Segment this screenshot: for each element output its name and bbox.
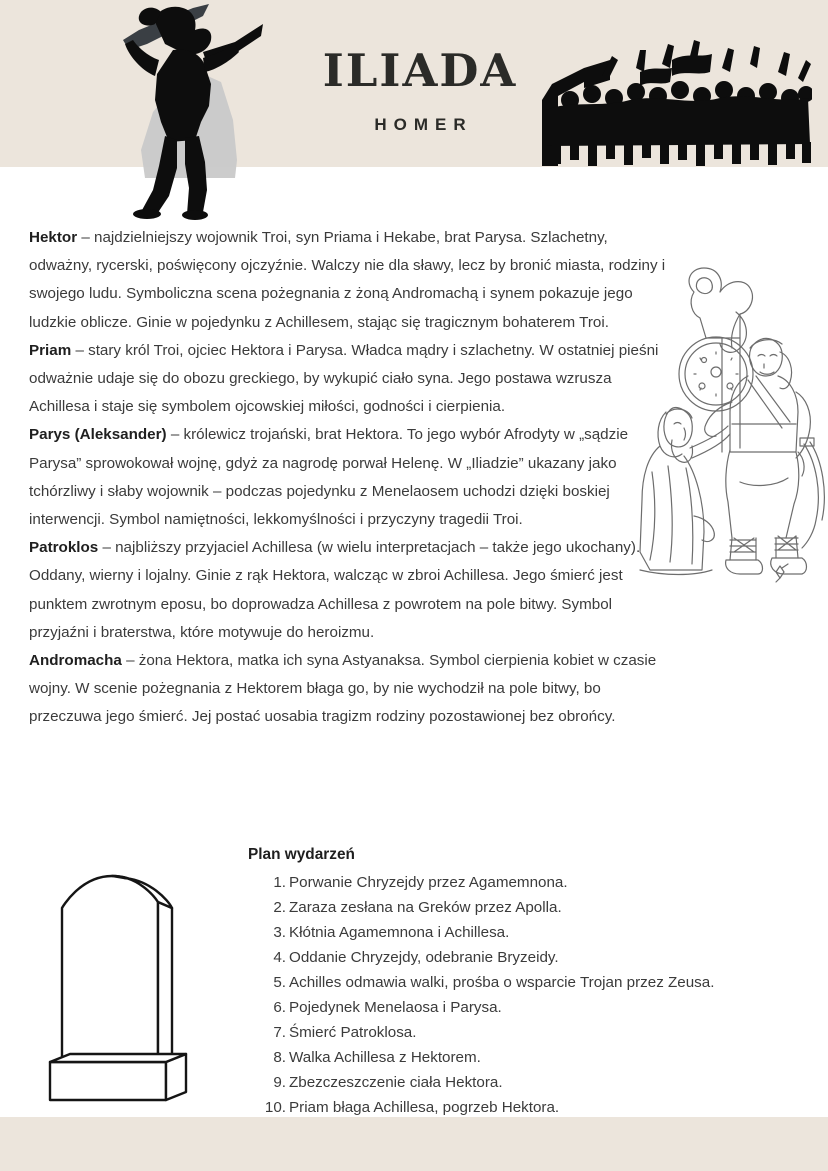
character-desc-patroklos: – najbliższy przyjaciel Achillesa (w wielu interpretacjach – także jego ukochany). Oddany, wierny i lojalny. Ginie z rąk Hektora, walcząc w zbroi Achillesa. Jego śmierć jest punktem zwrotnym eposu, bo doprowadza Achillesa z powrotem na pole bitwy. Symbol przyjaźni i braterstwa, które motywuje do heroizmu. [29, 539, 641, 641]
list-item [248, 1045, 808, 1070]
list-item [248, 895, 808, 920]
list-item-number: 3. [273, 924, 286, 941]
list-item-text: Oddanie Chryzejdy, odebranie Bryzeidy. [289, 949, 559, 966]
list-item-number: 10. [264, 1099, 286, 1116]
character-paragraph-patroklos [29, 534, 669, 647]
list-item-text: Śmierć Patroklosa. [289, 1024, 417, 1041]
character-paragraph-hektor [29, 224, 669, 337]
list-item [248, 995, 808, 1020]
list-item [248, 970, 808, 995]
list-item [248, 920, 808, 945]
character-name-patroklos: Patroklos [29, 539, 99, 557]
priam-begging-achilles-illustration [636, 252, 828, 587]
list-item-text: Achilles odmawia walki, prośba o wsparcie Trojan przez Zeusa. [289, 974, 715, 991]
list-item-number: 9. [273, 1074, 286, 1091]
list-item-number: 7. [273, 1024, 286, 1041]
list-item-text: Kłótnia Agamemnona i Achillesa. [289, 924, 510, 941]
character-desc-hektor: – najdzielniejszy wojownik Troi, syn Priama i Hekabe, brat Parysa. Szlachetny, odważny, rycerski, poświęcony ojczyźnie. Walczy nie dla sławy, lecz by bronić miasta, rodziny i swojego ludu. Symboliczna scena pożegnania z żoną Andromachą i synem pokazuje jego ludzkie oblicze. Ginie w pojedynku z Achillesem, stając się tragicznym bohaterem Troi. [29, 229, 666, 331]
list-item-text: Walka Achillesa z Hektorem. [289, 1049, 481, 1066]
tombstone-illustration [38, 862, 218, 1112]
list-item-number: 2. [273, 899, 286, 916]
character-name-hektor: Hektor [29, 229, 78, 246]
character-desc-parys: – królewicz trojański, brat Hektora. To jego wybór Afrodyty w „sądzie Parysa” sprowokował wojnę, gdyż za nagrodę porwał Helenę. W „Iliadzie” ukazany jako tchórzliwy i słaby wojownik – podczas pojedynku z Menelaosem uchodzi dzięki boskiej interwencji. Symbol namiętności, lekkomyślności i przyczyny tragedii Troi. [29, 426, 629, 529]
list-item-number: 4. [273, 949, 286, 966]
plan-list [248, 870, 808, 1120]
character-desc-priam: – stary król Troi, ojciec Hektora i Parysa. Władca mądry i szlachetny. W ostatniej pieśni odważnie udaje się do obozu greckiego, by wykupić ciało syna. Jego postawa wzrusza Achillesa i staje się symbolem ojcowskiej miłości, godności i cierpienia. [29, 341, 659, 416]
warrior-silhouette-icon [85, 0, 295, 225]
header-title-block [300, 44, 540, 135]
list-item [248, 945, 808, 970]
list-item-text: Porwanie Chryzejdy przez Agamemnona. [289, 874, 568, 891]
character-name-parys: Parys (Aleksander) [29, 426, 167, 444]
character-name-priam: Priam [29, 341, 72, 359]
list-item [248, 1070, 808, 1095]
character-descriptions [29, 224, 669, 732]
list-item-number: 6. [273, 999, 286, 1016]
page-subtitle: HOMER [374, 115, 473, 134]
character-paragraph-andromacha [29, 647, 669, 732]
list-item-number: 8. [273, 1049, 286, 1066]
character-paragraph-priam [29, 337, 669, 422]
page-title: ILIADA [322, 44, 518, 97]
footer-band [0, 1117, 828, 1171]
list-item-number: 1. [273, 874, 286, 891]
list-item-text: Zbezczeszczenie ciała Hektora. [289, 1074, 503, 1091]
character-name-andromacha: Andromacha [29, 652, 122, 670]
list-item-text: Priam błaga Achillesa, pogrzeb Hektora. [289, 1099, 560, 1116]
list-item [248, 870, 808, 895]
list-item-text: Pojedynek Menelaosa i Parysa. [289, 999, 502, 1016]
plan-section [248, 846, 808, 1120]
character-desc-andromacha: – żona Hektora, matka ich syna Astyanaksa. Symbol cierpienia kobiet w czasie wojny. W scenie pożegnania z Hektorem błaga go, by nie wychodził na pole bitwy, bo przeczuwa jego śmierć. Jej postać uosabia tragizm rodziny pozostawionej bez obrońcy. [29, 652, 657, 726]
list-item-number: 5. [273, 974, 286, 991]
plan-heading: Plan wydarzeń [248, 846, 355, 863]
list-item [248, 1020, 808, 1045]
character-paragraph-parys [29, 421, 669, 534]
army-silhouette-icon [540, 38, 812, 173]
list-item-text: Zaraza zesłana na Greków przez Apolla. [289, 899, 562, 916]
